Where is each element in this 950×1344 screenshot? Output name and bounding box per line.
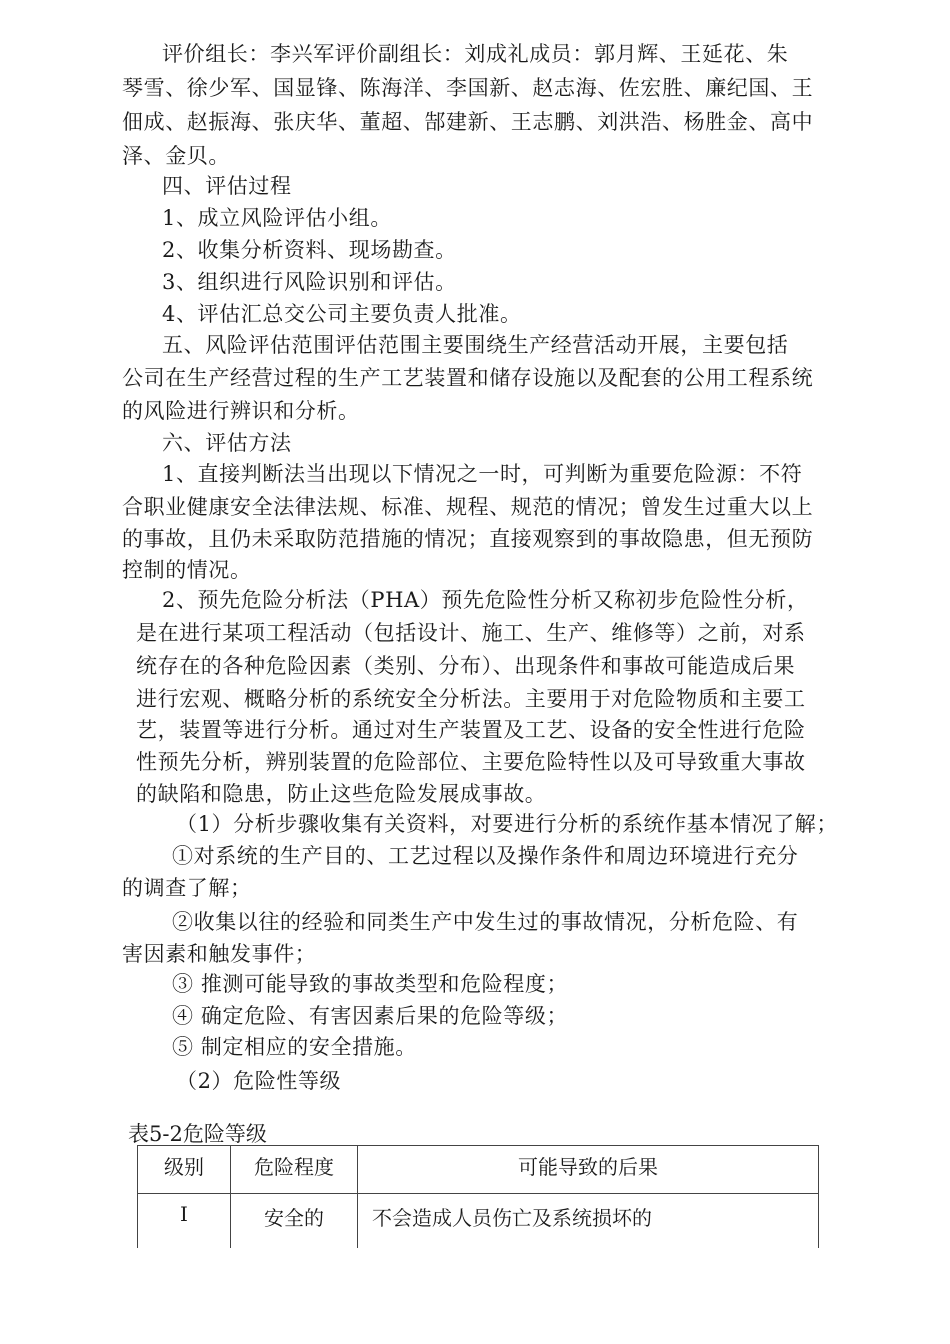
table-header-row [138, 1146, 819, 1194]
text-line: 六、评估方法 [162, 431, 292, 455]
text-line: 琴雪、徐少军、国显锋、陈海洋、李国新、赵志海、佐宏胜、廉纪国、王 [122, 76, 814, 100]
text-line: 1、直接判断法当出现以下情况之一时，可判断为重要危险源：不符 [162, 462, 803, 486]
text-line: 五、风险评估范围评估范围主要围绕生产经营活动开展，主要包括 [162, 333, 789, 357]
text-line: 4、评估汇总交公司主要负责人批准。 [162, 302, 522, 326]
risk-level-table [137, 1145, 819, 1248]
text-line: 1、成立风险评估小组。 [162, 206, 392, 230]
text-line: 的缺陷和隐患，防止这些危险发展成事故。 [136, 782, 547, 806]
text-line: 的调查了解； [122, 876, 252, 900]
text-line: 2、收集分析资料、现场勘查。 [162, 238, 457, 262]
text-line: 3、组织进行风险识别和评估。 [162, 270, 457, 294]
text-line: 评价组长：李兴军评价副组长：刘成礼成员：郭月辉、王延花、朱 [162, 42, 789, 66]
text-line: 控制的情况。 [122, 558, 252, 582]
text-line: （2）危险性等级 [176, 1069, 342, 1093]
text-line: 合职业健康安全法律法规、标准、规程、规范的情况；曾发生过重大以上 [122, 495, 814, 519]
text-line: 公司在生产经营过程的生产工艺装置和储存设施以及配套的公用工程系统 [122, 366, 814, 390]
text-line: 的事故，且仍未采取防范措施的情况；直接观察到的事故隐患，但无预防 [122, 527, 814, 551]
header-consequence: 可能导致的后果 [358, 1146, 819, 1194]
text-line: 统存在的各种危险因素（类别、分布）、出现条件和事故可能造成后果 [136, 654, 796, 678]
text-line: 四、评估过程 [162, 174, 292, 198]
text-line: 2、预先危险分析法（PHA）预先危险性分析又称初步危险性分析， [162, 588, 809, 612]
text-line: 性预先分析，辨别装置的危险部位、主要危险特性以及可导致重大事故 [136, 750, 806, 774]
text-line: 的风险进行辨识和分析。 [122, 399, 360, 423]
cell-level: I [138, 1194, 231, 1249]
text-line: ③ 推测可能导致的事故类型和危险程度； [172, 972, 569, 996]
text-line: ⑤ 制定相应的安全措施。 [172, 1035, 417, 1059]
text-line: ①对系统的生产目的、工艺过程以及操作条件和周边环境进行充分 [172, 844, 799, 868]
text-line: 害因素和触发事件； [122, 942, 317, 966]
text-line: 艺，装置等进行分析。通过对生产装置及工艺、设备的安全性进行危险 [136, 718, 806, 742]
table-row [138, 1194, 819, 1249]
table-caption: 表5-2危险等级 [128, 1122, 267, 1146]
text-line: 泽、金贝。 [122, 144, 230, 168]
text-line: （1）分析步骤收集有关资料，对要进行分析的系统作基本情况了解； [176, 812, 838, 836]
text-line: ②收集以往的经验和同类生产中发生过的事故情况，分析危险、有 [172, 910, 799, 934]
text-line: ④ 确定危险、有害因素后果的危险等级； [172, 1004, 569, 1028]
header-risk-degree: 危险程度 [231, 1146, 358, 1194]
cell-consequence: 不会造成人员伤亡及系统损坏的 [358, 1194, 819, 1249]
cell-risk-degree: 安全的 [231, 1194, 358, 1249]
text-line: 是在进行某项工程活动（包括设计、施工、生产、维修等）之前，对系 [136, 621, 806, 645]
header-level: 级别 [138, 1146, 231, 1194]
text-line: 佃成、赵振海、张庆华、董超、郜建新、王志鹏、刘洪浩、杨胜金、高中 [122, 110, 814, 134]
text-line: 进行宏观、概略分析的系统安全分析法。主要用于对危险物质和主要工 [136, 687, 806, 711]
